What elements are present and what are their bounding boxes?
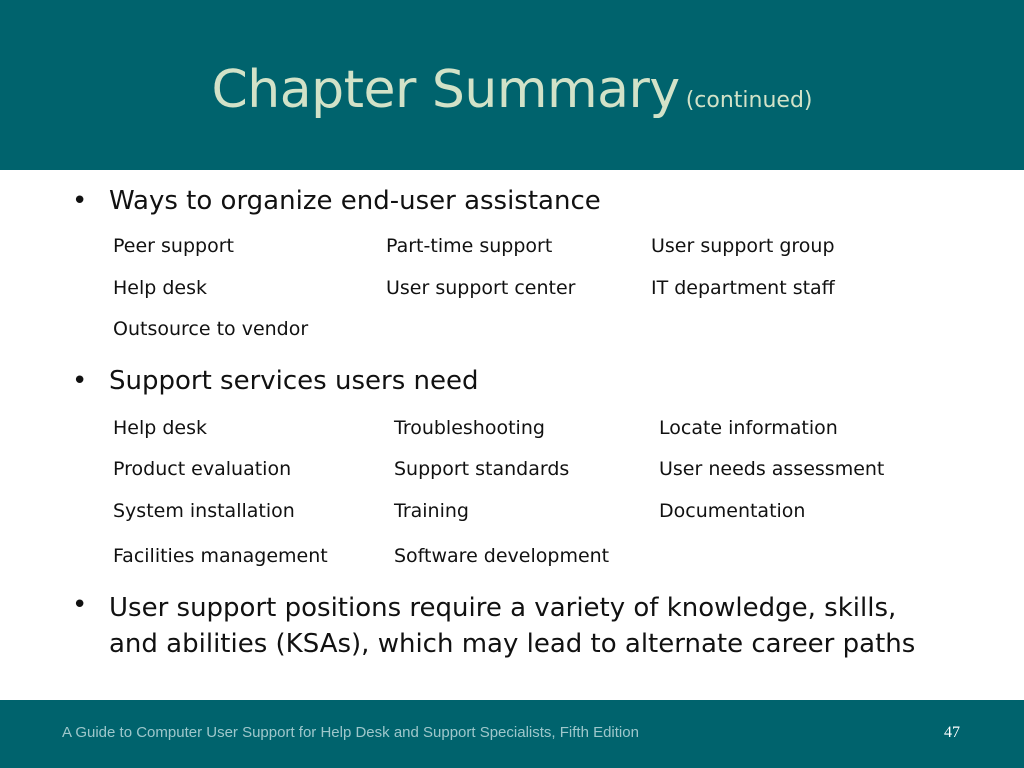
bullet-text: Ways to organize end-user assistance — [109, 186, 601, 216]
list-item: System installation — [113, 500, 295, 522]
list-item: Help desk — [113, 277, 208, 299]
page-number: 47 — [944, 724, 960, 741]
bullet-marker: • — [72, 590, 88, 620]
bullet-text — [109, 590, 915, 662]
list-item: Training — [394, 500, 469, 522]
list-item: User needs assessment — [659, 458, 885, 480]
bullet-text-line: User support positions require a variety of knowledge, skills, — [109, 593, 897, 623]
title-continued: (continued) — [685, 88, 813, 113]
list-item: Troubleshooting — [394, 417, 545, 439]
list-item: IT department staff — [651, 277, 835, 299]
footer-citation: A Guide to Computer User Support for Help Desk and Support Specialists, Fifth Edition — [62, 724, 639, 741]
list-item: User support group — [651, 235, 835, 257]
footer-bar — [0, 700, 1024, 768]
list-item: Product evaluation — [113, 458, 292, 480]
list-item: Part-time support — [386, 235, 553, 257]
bullet-marker: • — [72, 366, 88, 396]
title-main: Chapter Summary — [211, 60, 680, 120]
list-item: Support standards — [394, 458, 570, 480]
list-item: Software development — [394, 545, 610, 567]
list-item: Documentation — [659, 500, 806, 522]
list-item: User support center — [386, 277, 576, 299]
list-item: Peer support — [113, 235, 234, 257]
list-item: Facilities management — [113, 545, 328, 567]
list-item: Outsource to vendor — [113, 318, 309, 340]
bullet-text-line: and abilities (KSAs), which may lead to alternate career paths — [109, 629, 916, 659]
bullet-marker: • — [72, 186, 88, 216]
list-item: Locate information — [659, 417, 838, 439]
slide-title — [0, 60, 1024, 120]
bullet-text: Support services users need — [109, 366, 479, 396]
list-item: Help desk — [113, 417, 208, 439]
